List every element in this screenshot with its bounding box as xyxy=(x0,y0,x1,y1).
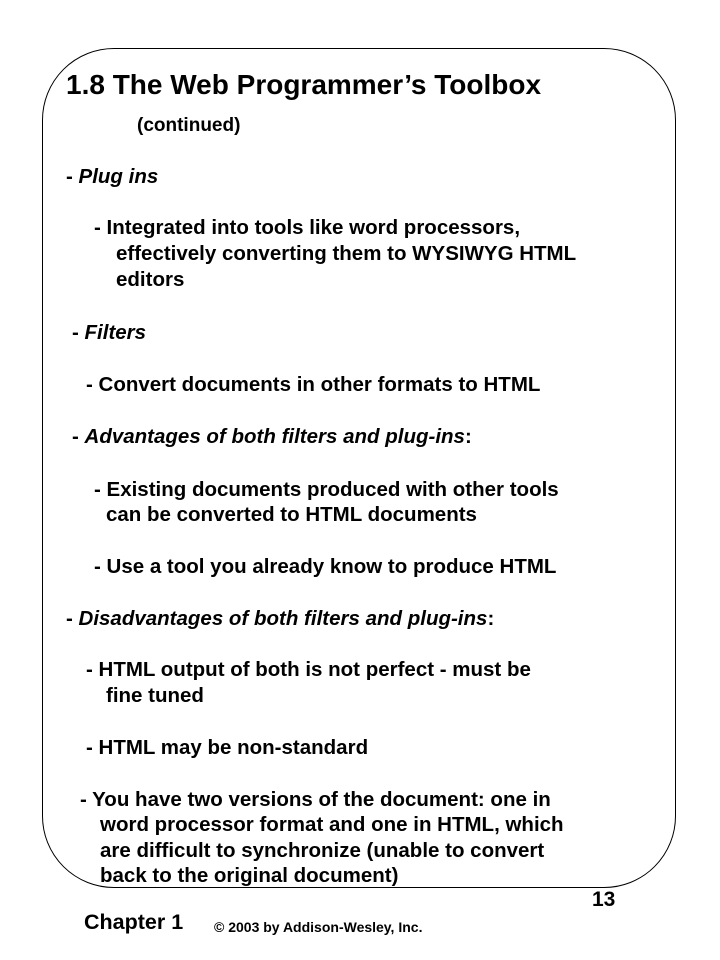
disadvantages-item-2-line-1: - HTML may be non-standard xyxy=(86,736,369,759)
advantages-item-1-line-1: - Existing documents produced with other tools xyxy=(94,478,559,501)
filters-item-1-line-1: - Convert documents in other formats to HTML xyxy=(86,373,541,396)
filters-heading xyxy=(72,321,146,345)
disadvantages-item-3-line-4: back to the original document) xyxy=(100,864,399,887)
slide-title: 1.8 The Web Programmer’s Toolbox xyxy=(66,69,542,100)
advantages-item-1-line-2: can be converted to HTML documents xyxy=(106,503,477,526)
plug-ins-dash: - xyxy=(66,165,79,188)
filters-dash: - xyxy=(72,321,85,344)
footer-chapter: Chapter 1 xyxy=(84,910,184,934)
disadvantages-colon: : xyxy=(487,607,495,630)
advantages-heading-text: Advantages of both filters and plug-ins xyxy=(84,425,465,448)
disadvantages-item-1-line-2: fine tuned xyxy=(106,684,204,707)
disadvantages-item-3-line-2: word processor format and one in HTML, which xyxy=(100,813,564,836)
plug-ins-item-1-line-2: effectively converting them to WYSIWYG HTML xyxy=(116,242,577,265)
footer-copyright: © 2003 by Addison-Wesley, Inc. xyxy=(214,919,423,935)
advantages-dash: - xyxy=(72,425,85,448)
plug-ins-item-1-line-3: editors xyxy=(116,268,185,291)
disadvantages-item-3-line-3: are difficult to synchronize (unable to convert xyxy=(100,839,545,862)
disadvantages-heading xyxy=(66,607,494,631)
disadvantages-item-3-line-1: - You have two versions of the document: one in xyxy=(80,788,551,811)
disadvantages-heading-text: Disadvantages of both filters and plug-ins xyxy=(78,607,488,630)
slide-subtitle: (continued) xyxy=(137,115,241,136)
advantages-item-2-line-1: - Use a tool you already know to produce HTML xyxy=(94,555,557,578)
disadvantages-dash: - xyxy=(66,607,79,630)
advantages-heading xyxy=(72,425,472,449)
disadvantages-item-1-line-1: - HTML output of both is not perfect - must be xyxy=(86,658,531,681)
plug-ins-heading-text: Plug ins xyxy=(78,165,159,188)
advantages-colon: : xyxy=(464,425,472,448)
filters-heading-text: Filters xyxy=(84,321,147,344)
plug-ins-item-1-line-1: - Integrated into tools like word processors, xyxy=(94,216,521,239)
plug-ins-heading xyxy=(66,165,158,189)
page-number: 13 xyxy=(592,888,616,911)
